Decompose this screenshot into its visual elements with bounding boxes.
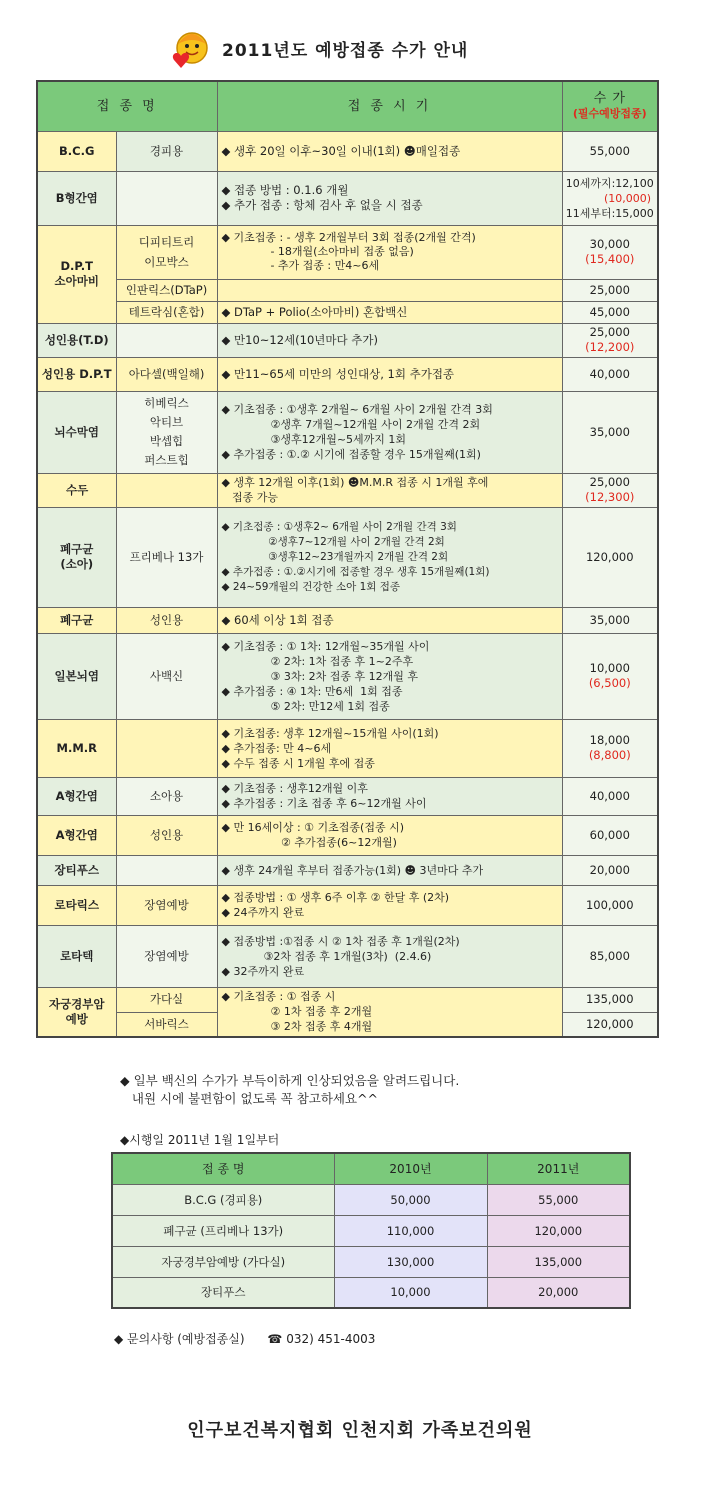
fee-amount: 30,000 <box>589 237 630 251</box>
table-row <box>37 357 658 391</box>
header-fee <box>562 81 658 131</box>
vaccine-type <box>116 719 217 777</box>
vaccine-schedule: ◆ 생후 20일 이후~30일 이내(1회) ☻매일접종 <box>217 131 562 171</box>
fee-amount: 18,000 <box>589 733 630 747</box>
vaccine-name: M.M.R <box>37 719 116 777</box>
vaccine-schedule: ◆ 60세 이상 1회 접종 <box>217 607 562 633</box>
header-fee-label: 수 가 <box>593 91 626 107</box>
header-period: 접 종 시 기 <box>217 81 562 131</box>
vaccine-type: 테트락심(혼합) <box>116 301 217 323</box>
vaccine-type: 장염예방 <box>116 925 217 987</box>
vaccine-fee: 20,000 <box>562 855 658 885</box>
title-header <box>0 22 720 70</box>
vaccine-type: 프리베나 13가 <box>116 507 217 607</box>
table-row <box>37 391 658 473</box>
price-2011: 55,000 <box>487 1184 630 1215</box>
vaccine-fee: 135,000 <box>562 987 658 1012</box>
table-row <box>37 777 658 815</box>
header-name: 접 종 명 <box>37 81 217 131</box>
header-fee-note: (필수예방접종) <box>572 107 647 121</box>
table-row <box>37 225 658 279</box>
price-table-header <box>112 1153 630 1184</box>
vaccine-fee: 120,000 <box>562 507 658 607</box>
price-2010: 110,000 <box>334 1215 487 1246</box>
vaccine-type: 히베릭스 악티브 박셉힙 퍼스트힙 <box>116 391 217 473</box>
vaccine-name: D.P.T 소아마비 <box>37 225 116 323</box>
table-header <box>37 81 658 131</box>
vaccine-fee <box>562 323 658 357</box>
table-row <box>37 171 658 225</box>
fee-subsidized: (6,500) <box>588 676 631 690</box>
vaccine-name: A형간염 <box>37 777 116 815</box>
fee-subsidized: (10,000) <box>603 191 652 205</box>
vaccine-name: 자궁경부암 예방 <box>37 987 116 1037</box>
price-2011: 135,000 <box>487 1246 630 1277</box>
vaccine-schedule: ◆ 만 16세이상 : ① 기초접종(접종 시) ② 추가접종(6~12개월) <box>217 815 562 855</box>
price-row <box>112 1215 630 1246</box>
price-comparison-table <box>111 1152 631 1309</box>
table-row <box>37 131 658 171</box>
fee-subsidized: (12,200) <box>585 340 635 354</box>
vaccine-schedule: ◆ 만10~12세(10년마다 추가) <box>217 323 562 357</box>
vaccine-type: 소아용 <box>116 777 217 815</box>
vaccine-name: 장티푸스 <box>37 855 116 885</box>
table-row <box>37 925 658 987</box>
vaccine-fee: 60,000 <box>562 815 658 855</box>
vaccine-name: 로타릭스 <box>37 885 116 925</box>
vaccine-fee <box>562 473 658 507</box>
price-row <box>112 1184 630 1215</box>
table-row <box>37 279 658 301</box>
fee-amount: 25,000 <box>589 475 630 489</box>
vaccine-type: 성인용 <box>116 607 217 633</box>
table-row <box>37 855 658 885</box>
table-row <box>37 607 658 633</box>
vaccine-type: 사백신 <box>116 633 217 719</box>
vaccine-type: 장염예방 <box>116 885 217 925</box>
page-title: 2011년도 예방접종 수가 안내 <box>222 41 469 61</box>
inquiry-contact: ◆ 문의사항 (예방접종실) ☎ 032) 451-4003 <box>114 1332 376 1346</box>
vaccine-schedule: ◆ 생후 24개월 후부터 접종가능(1회) ☻ 3년마다 추가 <box>217 855 562 885</box>
vaccine-type: 디피티트리 이모박스 <box>116 225 217 279</box>
vaccine-fee <box>562 719 658 777</box>
vaccine-fee <box>562 633 658 719</box>
fee-subsidized: (8,800) <box>588 748 631 762</box>
table-row <box>37 301 658 323</box>
table-row <box>37 885 658 925</box>
vaccine-fee <box>562 225 658 279</box>
vaccine-schedule: ◆ 기초접종 : ①생후 2개월~ 6개월 사이 2개월 간격 3회 ②생후 7개월~12개월 사이 2개월 간격 2회 ③생후12개월~5세까지 1회 ◆ 추가접종 : ①.② 시기에 접종할 경우 15개월째(1회) <box>217 391 562 473</box>
vaccine-schedule <box>217 279 562 301</box>
vaccine-type: 성인용 <box>116 815 217 855</box>
vaccine-name: B.C.G <box>37 131 116 171</box>
price-vaccine: B.C.G (경피용) <box>112 1184 334 1215</box>
effective-date: ◆시행일 2011년 1월 1일부터 <box>120 1133 280 1147</box>
vaccine-schedule: ◆ 기초접종 : 생후12개월 이후 ◆ 추가접종 : 기초 접종 후 6~12개월 사이 <box>217 777 562 815</box>
vaccine-fee: 40,000 <box>562 357 658 391</box>
vaccine-type <box>116 473 217 507</box>
vaccine-schedule: ◆ 접종 방법 : 0.1.6 개월 ◆ 추가 접종 : 항체 검사 후 없을 시 접종 <box>217 171 562 225</box>
vaccine-name: 폐구균 (소아) <box>37 507 116 607</box>
price-header-name: 접 종 명 <box>112 1153 334 1184</box>
table-row <box>37 507 658 607</box>
vaccine-fee-table <box>36 80 659 1038</box>
vaccine-schedule: ◆ 생후 12개월 이후(1회) ☻M.M.R 접종 시 1개월 후에 접종 가능 <box>217 473 562 507</box>
vaccine-schedule: ◆ 기초접종 : ① 접종 시 ② 1차 접종 후 2개월 ③ 2차 접종 후 4개월 <box>217 987 562 1037</box>
vaccine-name: 폐구균 <box>37 607 116 633</box>
vaccine-schedule: ◆ 접종방법 : ① 생후 6주 이후 ② 한달 후 (2차) ◆ 24주까지 완료 <box>217 885 562 925</box>
price-row <box>112 1246 630 1277</box>
vaccine-schedule: ◆ 접종방법 :①접종 시 ② 1차 접종 후 1개월(2차) ③2차 접종 후 1개월(3차) (2.4.6) ◆ 32주까지 완료 <box>217 925 562 987</box>
vaccine-type <box>116 855 217 885</box>
clinic-name-footer: 인구보건복지협회 인천지회 가족보건의원 <box>187 1420 533 1441</box>
price-2010: 50,000 <box>334 1184 487 1215</box>
price-increase-notice: ◆ 일부 백신의 수가가 부득이하게 인상되었음을 알려드립니다. 내원 시에 불편함이 없도록 꼭 참고하세요^^ <box>120 1073 460 1106</box>
price-2011: 120,000 <box>487 1215 630 1246</box>
vaccine-schedule: ◆ 기초접종 : ① 1차: 12개월~35개월 사이 ② 2차: 1차 접종 후 1~2주후 ③ 3차: 2차 접종 후 12개월 후 ◆ 추가접종 : ④ 1차: 만6세 1회 접종 ⑤ 2차: 만12세 1회 접종 <box>217 633 562 719</box>
table-row <box>37 987 658 1012</box>
vaccine-fee: 40,000 <box>562 777 658 815</box>
table-row <box>37 323 658 357</box>
vaccine-type <box>116 323 217 357</box>
mascot-icon <box>168 22 216 70</box>
vaccine-type <box>116 171 217 225</box>
vaccine-fee: 25,000 <box>562 279 658 301</box>
vaccine-type: 경피용 <box>116 131 217 171</box>
price-vaccine: 자궁경부암예방 (가다실) <box>112 1246 334 1277</box>
fee-amount: 25,000 <box>589 325 630 339</box>
vaccine-name: 로타텍 <box>37 925 116 987</box>
vaccine-schedule: ◆ 기초접종 : - 생후 2개월부터 3회 접종(2개월 간격) - 18개월(소아마비 접종 없음) - 추가 접종 : 만4~6세 <box>217 225 562 279</box>
price-header-2011: 2011년 <box>487 1153 630 1184</box>
vaccine-fee: 35,000 <box>562 391 658 473</box>
vaccine-name: 성인용(T.D) <box>37 323 116 357</box>
price-2010: 10,000 <box>334 1277 487 1308</box>
vaccine-fee: 35,000 <box>562 607 658 633</box>
vaccine-fee <box>562 171 658 225</box>
vaccine-schedule: ◆ 만11~65세 미만의 성인대상, 1회 추가접종 <box>217 357 562 391</box>
vaccine-fee: 55,000 <box>562 131 658 171</box>
price-2011: 20,000 <box>487 1277 630 1308</box>
vaccine-name: 성인용 D.P.T <box>37 357 116 391</box>
vaccine-type: 아다셀(백일해) <box>116 357 217 391</box>
vaccine-name: B형간염 <box>37 171 116 225</box>
price-vaccine: 폐구균 (프리베나 13가) <box>112 1215 334 1246</box>
vaccine-fee: 120,000 <box>562 1012 658 1037</box>
fee-over-11: 11세부터:15,000 <box>565 206 654 220</box>
vaccine-schedule: ◆ DTaP + Polio(소아마비) 혼합백신 <box>217 301 562 323</box>
table-row <box>37 815 658 855</box>
price-vaccine: 장티푸스 <box>112 1277 334 1308</box>
vaccine-schedule: ◆ 기초접종 : ①생후2~ 6개월 사이 2개월 간격 3회 ②생후7~12개월 사이 2개월 간격 2회 ③생후12~23개월까지 2개월 간격 2회 ◆ 추가접종 : ①.②시기에 접종할 경우 생후 15개월째(1회) ◆ 24~59개월의 건강한 소아 1회 접종 <box>217 507 562 607</box>
vaccine-name: 뇌수막염 <box>37 391 116 473</box>
table-row <box>37 473 658 507</box>
table-row <box>37 719 658 777</box>
fee-subsidized: (15,400) <box>585 252 635 266</box>
fee-amount: 10,000 <box>589 661 630 675</box>
vaccine-schedule: ◆ 기초접종: 생후 12개월~15개월 사이(1회) ◆ 추가접종: 만 4~6세 ◆ 수두 접종 시 1개월 후에 접종 <box>217 719 562 777</box>
vaccine-fee: 45,000 <box>562 301 658 323</box>
vaccine-name: 일본뇌염 <box>37 633 116 719</box>
fee-under-10: 10세까지:12,100 <box>565 176 654 190</box>
vaccine-name: A형간염 <box>37 815 116 855</box>
vaccine-type: 인판릭스(DTaP) <box>116 279 217 301</box>
price-row <box>112 1277 630 1308</box>
vaccine-fee: 100,000 <box>562 885 658 925</box>
vaccine-type: 가다실 <box>116 987 217 1012</box>
vaccine-name: 수두 <box>37 473 116 507</box>
price-2010: 130,000 <box>334 1246 487 1277</box>
fee-subsidized: (12,300) <box>585 490 635 504</box>
price-header-2010: 2010년 <box>334 1153 487 1184</box>
table-row <box>37 633 658 719</box>
vaccine-fee: 85,000 <box>562 925 658 987</box>
vaccine-type: 서바릭스 <box>116 1012 217 1037</box>
